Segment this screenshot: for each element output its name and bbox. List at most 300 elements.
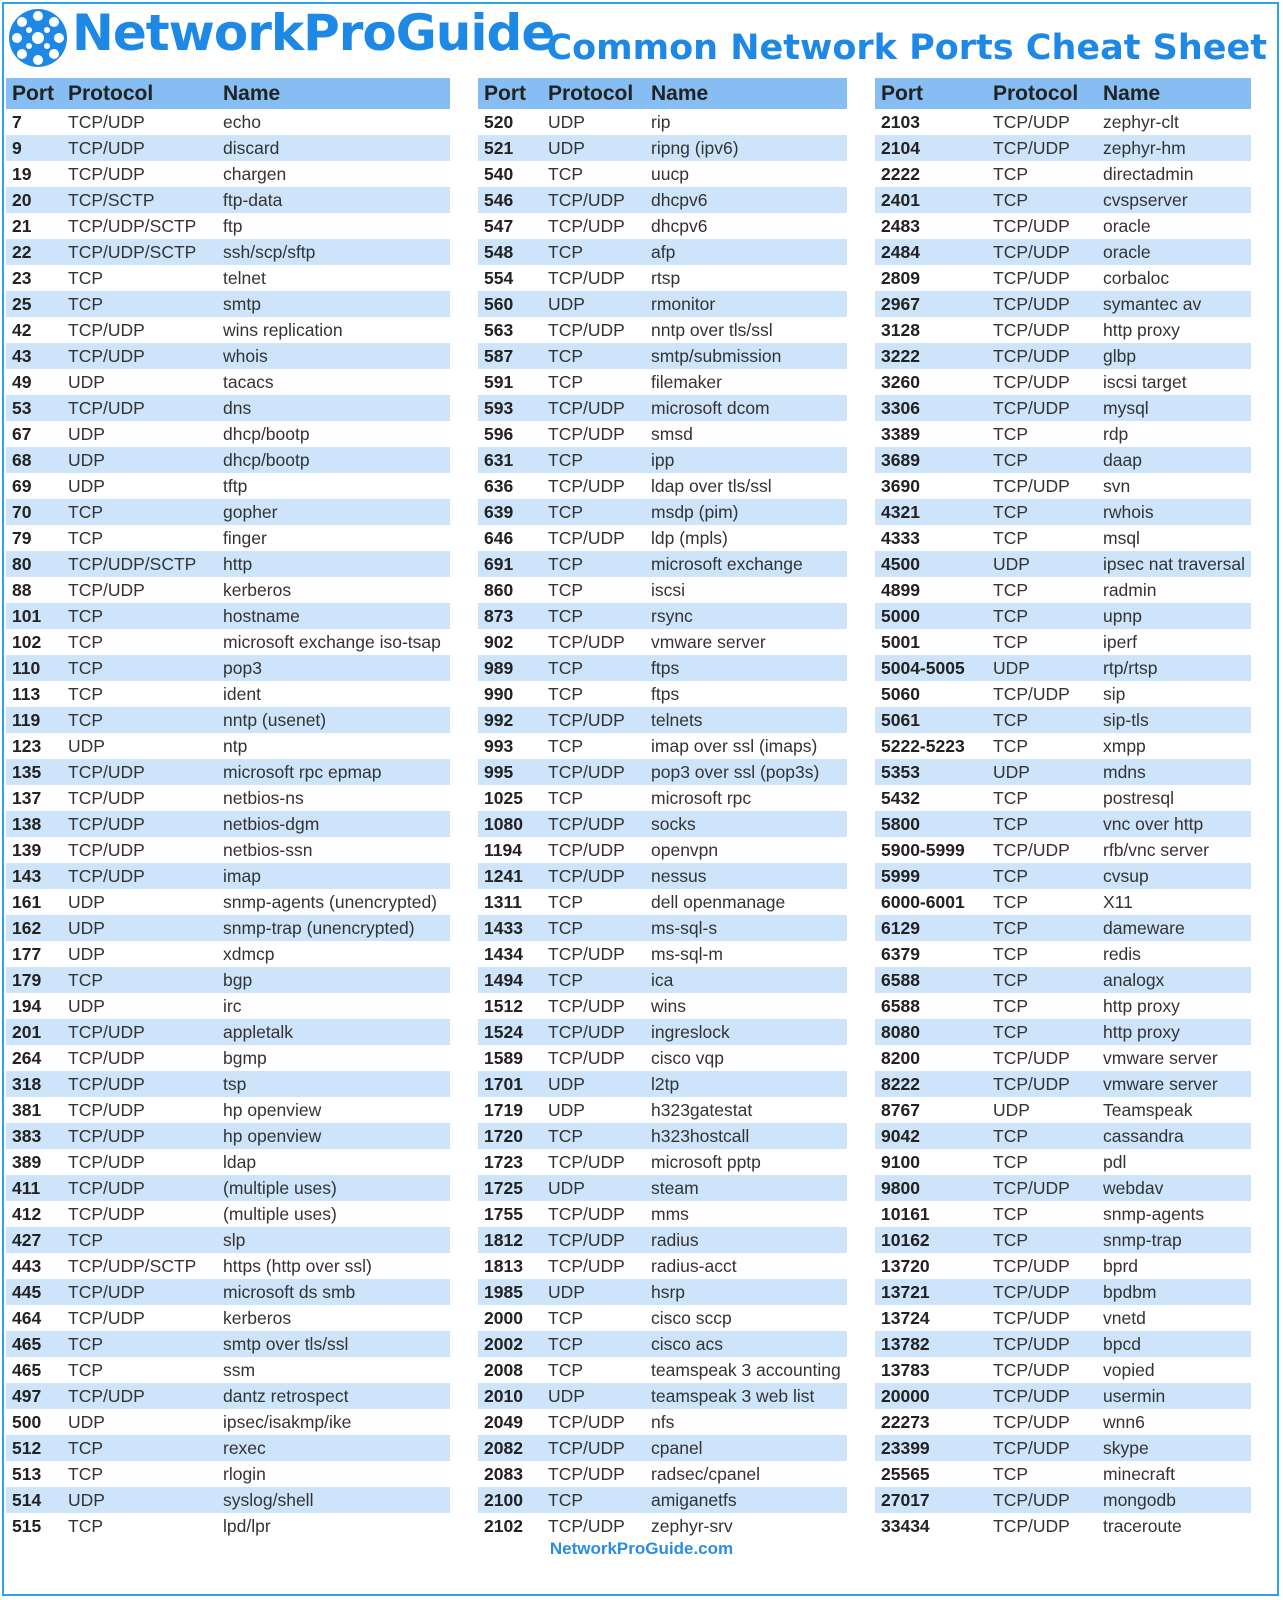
name-cell: oracle — [1103, 215, 1151, 236]
protocol-cell: TCP/UDP — [548, 189, 625, 210]
port-cell: 119 — [12, 709, 41, 730]
protocol-cell: TCP/UDP — [68, 1047, 145, 1068]
table-row — [6, 499, 450, 525]
name-cell: teamspeak 3 accounting — [651, 1359, 841, 1380]
port-cell: 591 — [484, 371, 514, 392]
protocol-cell: TCP/UDP — [548, 761, 625, 782]
port-cell: 79 — [12, 527, 32, 548]
port-cell: 1433 — [484, 917, 523, 938]
port-cell: 1080 — [484, 813, 523, 834]
protocol-cell: TCP/UDP — [993, 293, 1070, 314]
name-cell: vmware server — [1103, 1047, 1218, 1068]
table-row — [875, 863, 1251, 889]
port-cell: 80 — [12, 553, 32, 574]
globe-logo-icon — [8, 8, 68, 68]
name-cell: radius-acct — [651, 1255, 737, 1276]
port-cell: 7 — [12, 111, 22, 132]
name-cell: ftp-data — [223, 189, 283, 210]
protocol-cell: TCP/UDP — [548, 1151, 625, 1172]
protocol-cell: TCP/UDP — [993, 1489, 1070, 1510]
table-row — [478, 291, 847, 317]
name-cell: oracle — [1103, 241, 1151, 262]
table-row — [875, 343, 1251, 369]
port-cell: 691 — [484, 553, 514, 574]
port-cell: 53 — [12, 397, 32, 418]
protocol-cell: TCP — [993, 189, 1028, 210]
port-cell: 2000 — [484, 1307, 523, 1328]
name-cell: h323gatestat — [651, 1099, 753, 1120]
name-cell: microsoft rpc epmap — [223, 761, 382, 782]
table-row — [478, 135, 847, 161]
port-cell: 465 — [12, 1333, 42, 1354]
name-cell: hsrp — [651, 1281, 686, 1302]
name-cell: netbios-ns — [223, 787, 304, 808]
port-cell: 521 — [484, 137, 514, 158]
port-cell: 3389 — [881, 423, 920, 444]
port-cell: 2100 — [484, 1489, 523, 1510]
name-cell: wins replication — [223, 319, 343, 340]
table-row — [875, 135, 1251, 161]
name-cell: smtp/submission — [651, 345, 782, 366]
table-row — [875, 525, 1251, 551]
name-cell: openvpn — [651, 839, 719, 860]
table-row — [6, 395, 450, 421]
name-cell: radmin — [1103, 579, 1157, 600]
name-cell: sip — [1103, 683, 1126, 704]
table-row — [478, 1045, 847, 1071]
port-cell: 177 — [12, 943, 42, 964]
table-row — [478, 1019, 847, 1045]
table-row — [6, 473, 450, 499]
port-cell: 383 — [12, 1125, 42, 1146]
protocol-cell: TCP/UDP — [993, 319, 1070, 340]
name-cell: finger — [223, 527, 267, 548]
port-cell: 8222 — [881, 1073, 920, 1094]
table-row — [875, 213, 1251, 239]
port-cell: 22 — [12, 241, 32, 262]
port-cell: 1025 — [484, 787, 523, 808]
table-row — [478, 1097, 847, 1123]
table-row — [478, 707, 847, 733]
name-cell: netbios-ssn — [223, 839, 313, 860]
port-cell: 873 — [484, 605, 514, 626]
protocol-cell: TCP/UDP — [993, 1307, 1070, 1328]
name-cell: Teamspeak — [1103, 1099, 1193, 1120]
table-row — [6, 1409, 450, 1435]
name-cell: dhcpv6 — [651, 215, 708, 236]
name-cell: ipsec nat traversal — [1103, 553, 1246, 574]
name-cell: analogx — [1103, 969, 1165, 990]
protocol-cell: TCP/UDP — [548, 423, 625, 444]
table-row — [478, 109, 847, 135]
name-cell: daap — [1103, 449, 1142, 470]
name-cell: h323hostcall — [651, 1125, 750, 1146]
port-cell: 5222-5223 — [881, 735, 965, 756]
header — [0, 0, 1283, 78]
port-cell: 161 — [12, 891, 42, 912]
name-cell: afp — [651, 241, 676, 262]
table-row — [875, 915, 1251, 941]
name-header: Name — [223, 81, 281, 105]
table-row — [875, 889, 1251, 915]
port-cell: 5061 — [881, 709, 920, 730]
table-row — [875, 1461, 1251, 1487]
table-row — [875, 1175, 1251, 1201]
table-row — [875, 291, 1251, 317]
name-cell: imap — [223, 865, 261, 886]
name-cell: l2tp — [651, 1073, 680, 1094]
name-cell: syslog/shell — [223, 1489, 314, 1510]
port-cell: 138 — [12, 813, 42, 834]
port-cell: 1701 — [484, 1073, 523, 1094]
name-cell: pdl — [1103, 1151, 1127, 1172]
name-cell: bgmp — [223, 1047, 267, 1068]
table-row — [478, 525, 847, 551]
table-row — [478, 1071, 847, 1097]
table-row — [478, 161, 847, 187]
table-row — [478, 1331, 847, 1357]
protocol-cell: TCP/UDP — [548, 1463, 625, 1484]
protocol-cell: TCP/UDP — [548, 267, 625, 288]
name-cell: rfb/vnc server — [1103, 839, 1209, 860]
table-row — [6, 1071, 450, 1097]
port-cell: 631 — [484, 449, 514, 470]
table-row — [6, 317, 450, 343]
port-cell: 1524 — [484, 1021, 523, 1042]
table-row — [478, 1123, 847, 1149]
protocol-cell: UDP — [68, 995, 105, 1016]
name-cell: cassandra — [1103, 1125, 1184, 1146]
port-cell: 23399 — [881, 1437, 930, 1458]
table-row — [6, 109, 450, 135]
name-cell: netbios-dgm — [223, 813, 320, 834]
table-row — [875, 1253, 1251, 1279]
protocol-cell: TCP — [548, 1359, 583, 1380]
protocol-cell: TCP/UDP — [68, 1203, 145, 1224]
protocol-cell: TCP/UDP/SCTP — [68, 1255, 197, 1276]
protocol-cell: TCP — [993, 605, 1028, 626]
table-row — [6, 655, 450, 681]
name-cell: sip-tls — [1103, 709, 1149, 730]
port-cell: 33434 — [881, 1515, 930, 1536]
name-cell: smtp over tls/ssl — [223, 1333, 349, 1354]
table-row — [875, 759, 1251, 785]
table-row — [478, 421, 847, 447]
table-row — [478, 655, 847, 681]
protocol-cell: TCP/UDP — [68, 345, 145, 366]
name-cell: traceroute — [1103, 1515, 1182, 1536]
protocol-cell: TCP — [993, 995, 1028, 1016]
table-row — [478, 369, 847, 395]
port-cell: 465 — [12, 1359, 42, 1380]
protocol-cell: TCP/UDP — [993, 683, 1070, 704]
protocol-cell: TCP/UDP — [68, 137, 145, 158]
column-header — [478, 78, 847, 109]
name-cell: rexec — [223, 1437, 266, 1458]
protocol-cell: TCP/UDP — [993, 839, 1070, 860]
port-cell: 2002 — [484, 1333, 523, 1354]
protocol-cell: TCP/UDP — [548, 865, 625, 886]
name-cell: chargen — [223, 163, 287, 184]
name-cell: ftps — [651, 683, 680, 704]
table-row — [6, 759, 450, 785]
table-row — [875, 1383, 1251, 1409]
port-cell: 70 — [12, 501, 32, 522]
name-cell: https (http over ssl) — [223, 1255, 372, 1276]
table-row — [478, 967, 847, 993]
name-cell: ldap over tls/ssl — [651, 475, 772, 496]
port-cell: 5800 — [881, 813, 920, 834]
footer-link[interactable]: NetworkProGuide.com — [549, 1539, 734, 1558]
name-cell: nfs — [651, 1411, 675, 1432]
table-row — [875, 187, 1251, 213]
port-cell: 5999 — [881, 865, 920, 886]
protocol-cell: TCP — [548, 917, 583, 938]
port-cell: 1311 — [484, 891, 522, 912]
protocol-cell: UDP — [548, 1177, 585, 1198]
name-cell: ssh/scp/sftp — [223, 241, 316, 262]
table-row — [6, 681, 450, 707]
port-cell: 540 — [484, 163, 514, 184]
port-cell: 3689 — [881, 449, 920, 470]
name-cell: dell openmanage — [651, 891, 786, 912]
name-header: Name — [651, 81, 709, 105]
name-cell: xdmcp — [223, 943, 275, 964]
protocol-cell: TCP — [993, 891, 1028, 912]
table-row — [875, 369, 1251, 395]
port-cell: 9800 — [881, 1177, 920, 1198]
protocol-cell: UDP — [548, 1073, 585, 1094]
name-cell: http proxy — [1103, 319, 1180, 340]
table-row — [6, 239, 450, 265]
port-cell: 587 — [484, 345, 514, 366]
port-cell: 443 — [12, 1255, 42, 1276]
protocol-header: Protocol — [68, 81, 154, 105]
table-row — [6, 187, 450, 213]
table-row — [6, 1279, 450, 1305]
protocol-cell: TCP/UDP — [993, 1047, 1070, 1068]
name-cell: ftp — [223, 215, 243, 236]
table-row — [875, 811, 1251, 837]
protocol-cell: TCP/UDP/SCTP — [68, 215, 197, 236]
protocol-cell: TCP/UDP — [993, 475, 1070, 496]
name-cell: webdav — [1103, 1177, 1164, 1198]
port-cell: 2103 — [881, 111, 920, 132]
protocol-cell: TCP/UDP — [68, 579, 145, 600]
name-cell: ingreslock — [651, 1021, 730, 1042]
table-row — [875, 1227, 1251, 1253]
protocol-cell: UDP — [68, 917, 105, 938]
name-cell: ftps — [651, 657, 680, 678]
port-cell: 5004-5005 — [881, 657, 965, 678]
table-row — [6, 135, 450, 161]
name-cell: radius — [651, 1229, 699, 1250]
name-cell: lpd/lpr — [223, 1515, 271, 1536]
table-row — [478, 577, 847, 603]
table-row — [6, 1513, 450, 1539]
port-cell: 6588 — [881, 995, 920, 1016]
protocol-cell: UDP — [68, 1411, 105, 1432]
protocol-cell: TCP/UDP — [993, 345, 1070, 366]
port-cell: 546 — [484, 189, 514, 210]
port-cell: 13720 — [881, 1255, 930, 1276]
table-row — [875, 629, 1251, 655]
name-cell: mms — [651, 1203, 689, 1224]
protocol-cell: TCP — [548, 345, 583, 366]
table-row — [875, 603, 1251, 629]
port-cell: 992 — [484, 709, 514, 730]
name-cell: nntp (usenet) — [223, 709, 327, 730]
protocol-cell: TCP/UDP — [993, 1515, 1070, 1536]
protocol-cell: TCP — [548, 969, 583, 990]
table-row — [875, 1513, 1251, 1539]
protocol-cell: TCP — [993, 969, 1028, 990]
table-row — [478, 915, 847, 941]
port-cell: 520 — [484, 111, 514, 132]
protocol-cell: TCP/UDP — [548, 1021, 625, 1042]
port-cell: 4321 — [881, 501, 920, 522]
protocol-cell: TCP/UDP — [993, 1281, 1070, 1302]
name-cell: iscsi — [651, 579, 686, 600]
name-cell: ms-sql-m — [651, 943, 723, 964]
protocol-cell: TCP/UDP — [993, 137, 1070, 158]
name-cell: cvsup — [1103, 865, 1149, 886]
column-header — [6, 78, 450, 109]
port-cell: 1719 — [484, 1099, 523, 1120]
protocol-cell: TCP/UDP — [68, 761, 145, 782]
port-cell: 381 — [12, 1099, 42, 1120]
protocol-cell: TCP/UDP — [548, 215, 625, 236]
protocol-cell: TCP — [68, 293, 103, 314]
protocol-cell: UDP — [548, 111, 585, 132]
table-row — [6, 915, 450, 941]
name-cell: postresql — [1103, 787, 1175, 808]
protocol-cell: TCP/UDP — [68, 1021, 145, 1042]
name-cell: socks — [651, 813, 696, 834]
protocol-cell: TCP/UDP — [993, 1073, 1070, 1094]
protocol-cell: TCP — [548, 683, 583, 704]
name-cell: tftp — [223, 475, 248, 496]
table-row — [478, 395, 847, 421]
protocol-cell: TCP — [993, 787, 1028, 808]
protocol-cell: TCP/UDP — [993, 371, 1070, 392]
name-cell: (multiple uses) — [223, 1203, 337, 1224]
protocol-cell: TCP/UDP — [68, 397, 145, 418]
table-row — [875, 837, 1251, 863]
protocol-cell: TCP — [993, 943, 1028, 964]
table-row — [875, 265, 1251, 291]
port-cell: 497 — [12, 1385, 42, 1406]
protocol-cell: TCP/UDP — [548, 1255, 625, 1276]
protocol-cell: TCP — [68, 657, 103, 678]
protocol-cell: TCP — [993, 1151, 1028, 1172]
name-cell: kerberos — [223, 579, 292, 600]
name-cell: zephyr-clt — [1103, 111, 1179, 132]
protocol-cell: TCP — [68, 527, 103, 548]
table-row — [478, 1383, 847, 1409]
protocol-cell: TCP/UDP/SCTP — [68, 241, 197, 262]
name-cell: ssm — [223, 1359, 256, 1380]
port-cell: 548 — [484, 241, 514, 262]
protocol-cell: TCP/UDP — [548, 1203, 625, 1224]
name-cell: vnc over http — [1103, 813, 1204, 834]
name-cell: radsec/cpanel — [651, 1463, 760, 1484]
protocol-cell: TCP — [68, 969, 103, 990]
name-cell: dantz retrospect — [223, 1385, 349, 1406]
table-row — [6, 421, 450, 447]
port-cell: 113 — [12, 683, 41, 704]
table-row — [6, 733, 450, 759]
port-cell: 554 — [484, 267, 514, 288]
protocol-cell: TCP/UDP — [548, 1437, 625, 1458]
table-row — [6, 785, 450, 811]
table-row — [875, 161, 1251, 187]
protocol-cell: TCP — [68, 1515, 103, 1536]
protocol-cell: TCP — [68, 1359, 103, 1380]
protocol-cell: TCP — [68, 1437, 103, 1458]
port-cell: 2102 — [484, 1515, 523, 1536]
port-cell: 1725 — [484, 1177, 523, 1198]
name-cell: bgp — [223, 969, 253, 990]
port-cell: 5000 — [881, 605, 920, 626]
table-row — [6, 629, 450, 655]
port-cell: 8200 — [881, 1047, 920, 1068]
port-cell: 646 — [484, 527, 514, 548]
table-row — [6, 577, 450, 603]
protocol-cell: TCP/UDP — [548, 1047, 625, 1068]
name-cell: nntp over tls/ssl — [651, 319, 773, 340]
name-cell: glbp — [1103, 345, 1137, 366]
table-row — [6, 993, 450, 1019]
port-cell: 411 — [12, 1177, 41, 1198]
table-row — [478, 1409, 847, 1435]
protocol-cell: TCP/UDP — [993, 241, 1070, 262]
table-row — [6, 1227, 450, 1253]
port-cell: 4899 — [881, 579, 920, 600]
port-cell: 68 — [12, 449, 32, 470]
port-cell: 1241 — [484, 865, 523, 886]
port-cell: 593 — [484, 397, 514, 418]
table-row — [6, 447, 450, 473]
port-cell: 9042 — [881, 1125, 920, 1146]
name-cell: ipp — [651, 449, 675, 470]
protocol-cell: TCP/UDP — [548, 475, 625, 496]
table-row — [6, 967, 450, 993]
name-cell: hostname — [223, 605, 300, 626]
name-cell: echo — [223, 111, 261, 132]
protocol-cell: TCP — [68, 683, 103, 704]
port-cell: 88 — [12, 579, 32, 600]
protocol-cell: TCP/UDP — [68, 1073, 145, 1094]
protocol-cell: TCP — [993, 1125, 1028, 1146]
protocol-cell: TCP — [68, 631, 103, 652]
name-cell: kerberos — [223, 1307, 292, 1328]
protocol-cell: TCP/UDP — [548, 839, 625, 860]
port-cell: 13721 — [881, 1281, 930, 1302]
port-cell: 512 — [12, 1437, 42, 1458]
table-row — [875, 785, 1251, 811]
port-cell: 1723 — [484, 1151, 523, 1172]
name-cell: irc — [223, 995, 242, 1016]
name-cell: ica — [651, 969, 674, 990]
port-cell: 2967 — [881, 293, 920, 314]
protocol-cell: TCP — [993, 735, 1028, 756]
table-row — [875, 1201, 1251, 1227]
port-cell: 1512 — [484, 995, 523, 1016]
table-row — [6, 1435, 450, 1461]
protocol-cell: TCP/UDP — [548, 631, 625, 652]
port-cell: 43 — [12, 345, 32, 366]
